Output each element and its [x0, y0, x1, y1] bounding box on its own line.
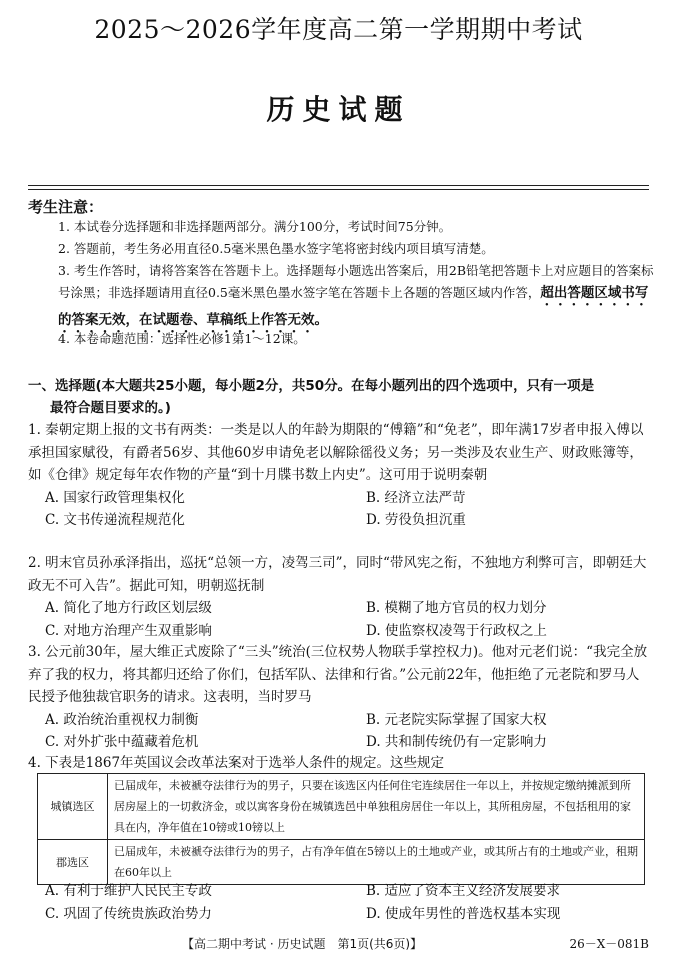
page-footer [0, 935, 677, 955]
table-row-text: 已届成年，未被褫夺法律行为的男子，只要在该选区内任何住宅连续居住一年以上，并按规定缴纳摊派到所居房屋上的一切救济金，或以寓客身份在城镇选邑中单独租房居住一年以上，其所租房屋，不包括租用的家具在内，净年值在10镑或10镑以上 [108, 774, 645, 840]
question-1 [28, 419, 652, 532]
option-d: D. 使成年男性的普选权基本实现 [366, 905, 561, 922]
option-a: A. 政治统治重视权力制衡 [45, 711, 199, 728]
option-a: A. 简化了地方行政区划层级 [45, 600, 212, 616]
option-b: B. 经济立法严苛 [366, 489, 466, 506]
option-b: B. 适应了资本主义经济发展要求 [366, 883, 561, 899]
footer-page-info: 【高二期中考试 · 历史试题 第1页(共6页)】 [182, 937, 423, 951]
table-row-label: 郡选区 [38, 840, 108, 885]
options-row [28, 731, 652, 754]
option-d: D. 劳役负担沉重 [366, 512, 466, 528]
option-b: B. 元老院实际掌握了国家大权 [366, 711, 547, 728]
question-3 [28, 641, 652, 754]
notice-title: 考生注意： [28, 198, 104, 216]
option-d: D. 使监察权凌驾于行政权之上 [366, 622, 547, 639]
table-row [38, 840, 645, 885]
electoral-conditions-table [37, 773, 645, 885]
notice-item-3-emphasis: 超出答题区域书写的答案无效，在试题卷、草稿纸上作答无效。 [58, 285, 649, 328]
divider-line [28, 185, 649, 186]
footer-paper-code: 26－X－081B [569, 937, 649, 951]
notice-item-4: 4. 本卷命题范围：选择性必修1第1～12课。 [58, 331, 306, 346]
question-4 [28, 752, 652, 775]
notice-item-2: 2. 答题前，考生务必用直径0.5毫米黑色墨水签字笔将密封线内项目填写清楚。 [58, 241, 494, 256]
option-b: B. 模糊了地方官员的权力划分 [366, 600, 547, 616]
option-c: C. 对外扩张中蕴藏着危机 [45, 734, 199, 750]
exam-title: 2025～2026学年度高二第一学期期中考试 [94, 15, 583, 44]
table-row [38, 774, 645, 840]
section-heading-line1: 一、选择题(本大题共25小题，每小题2分，共50分。在每小题列出的四个选项中，只有一项是 [28, 378, 595, 394]
options-row [28, 903, 652, 926]
option-c: C. 巩固了传统贵族政治势力 [45, 905, 212, 922]
question-2 [28, 552, 652, 642]
option-c: C. 对地方治理产生双重影响 [45, 622, 212, 639]
options-row [28, 620, 652, 643]
question-stem: 4. 下表是1867年英国议会改革法案对于选举人条件的规定。这些规定 [28, 755, 445, 771]
subject-title: 历史试题 [266, 93, 411, 126]
section-heading [28, 375, 652, 419]
question-stem: 3. 公元前30年，屋大维正式废除了“三头”统治(三位权势人物联手掌控权力)。他对元老们说：“我完全放弃了我的权力，将其都归还给了你们，包括军队、法律和行省。”公元前22年，他拒绝了元老院和罗马人民授予他独裁官职务的请求。这表明，当时罗马 [28, 644, 648, 705]
notice-item-1: 1. 本试卷分选择题和非选择题两部分。满分100分，考试时间75分钟。 [58, 219, 452, 234]
options-row [28, 487, 652, 510]
question-4-options [28, 880, 652, 925]
divider-line [28, 189, 649, 190]
question-stem: 2. 明末官员孙承泽指出，巡抚“总领一方，凌驾三司”，同时“带风宪之衔，不独地方利弊可言，即朝廷大政无不可入告”。据此可知，明朝巡抚制 [28, 555, 647, 594]
option-a: A. 国家行政管理集权化 [45, 489, 185, 506]
question-stem: 1. 秦朝定期上报的文书有两类：一类是以人的年龄为期限的“傅籍”和“免老”，即年满17岁者申报入傅以承担国家赋役，有爵者56岁、其他60岁申请免老以解除徭役义务；另一类涉及农业生产、财政账簿等，如《仓律》规定每年农作物的产量“到十月牒书数上内史”。这可用于说明秦朝 [28, 422, 644, 483]
options-row [28, 509, 652, 532]
notice-item-3 [58, 260, 654, 336]
option-c: C. 文书传递流程规范化 [45, 512, 185, 528]
option-a: A. 有利于维护人民民主专政 [45, 883, 212, 899]
table-row-text: 已届成年，未被褫夺法律行为的男子，占有净年值在5镑以上的土地或产业，或其所占有的土地或产业，租期在60年以上 [108, 840, 645, 885]
options-row [28, 880, 652, 903]
options-row [28, 597, 652, 620]
notice-item-3-text: 3. 考生作答时，请将答案答在答题卡上。选择题每小题选出答案后，用2B铅笔把答题卡上对应题目的答案标号涂黑；非选择题请用直径0.5毫米黑色墨水签字笔在答题卡上各题的答题区域内作答， [58, 263, 654, 300]
table-row-label: 城镇选区 [38, 774, 108, 840]
section-heading-line2: 最符合题目要求的。) [50, 400, 171, 416]
options-row [28, 709, 652, 732]
option-d: D. 共和制传统仍有一定影响力 [366, 734, 547, 750]
